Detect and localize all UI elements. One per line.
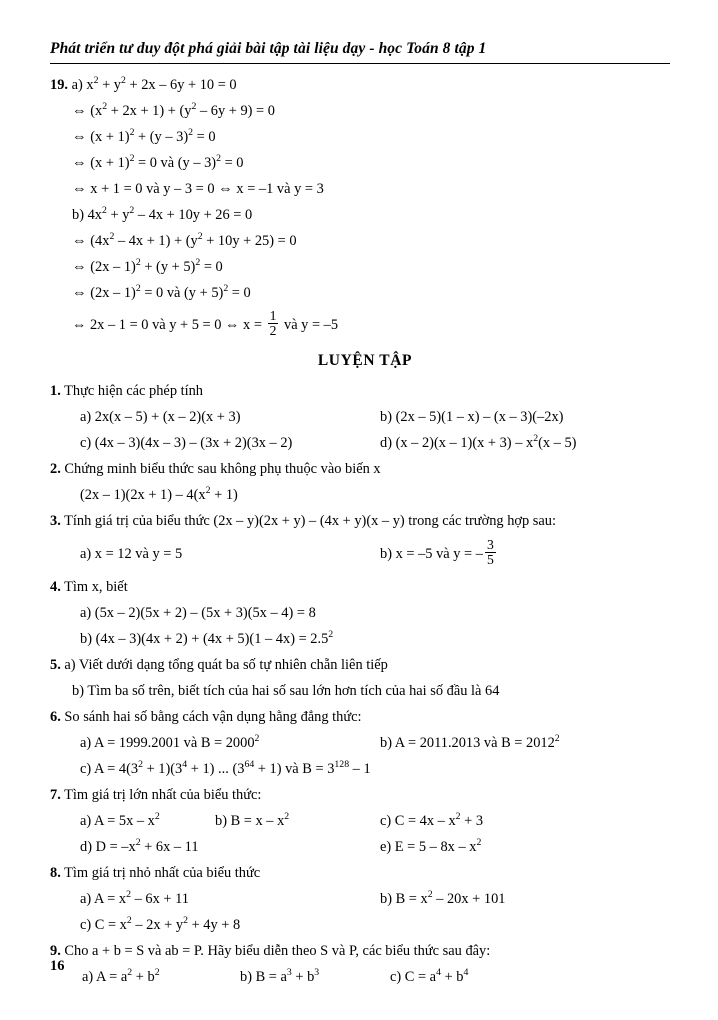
- exercise-4-prompt: Tìm x, biết: [64, 579, 128, 595]
- fraction-one-half: [268, 309, 279, 338]
- solution-19-b-line-2: ⇔ $(2x - 1)^2 + (y + 5)^2 = 0$: [72, 257, 223, 275]
- solution-19-part-a-label: a): [71, 77, 83, 93]
- exercise-7-number: 7.: [50, 787, 61, 803]
- solution-19-a-line-1: ⇔ $(x^2 + 2x + 1) + (y^2 - 6y + 9) = 0$: [72, 101, 275, 119]
- exercise-5: [50, 652, 680, 704]
- exercise-7-part-e: e) $E = 5 - 8x - x^2$: [380, 837, 482, 855]
- exercise-8-prompt: Tìm giá trị nhỏ nhất của biểu thức: [64, 865, 261, 881]
- exercise-5-part-a: a) Viết dưới dạng tổng quát ba số tự nhiên chẵn liên tiếp: [64, 657, 388, 673]
- fraction-denominator: 2: [269, 322, 277, 338]
- exercise-6-part-a: a) A = 1999.2001 và $B = 2000^2$: [80, 733, 260, 751]
- exercise-3-part-a: a) x = 12 và y = 5: [80, 546, 183, 562]
- exercise-1-number: 1.: [50, 383, 61, 399]
- exercise-1: [50, 378, 680, 456]
- exercise-7-part-a: a) $A = 5x - x^2$: [80, 811, 160, 829]
- solution-19: [50, 72, 680, 344]
- exercise-7-part-b: b) $B = x - x^2$: [215, 811, 290, 829]
- exercise-6-part-b: b) A = 2011.2013 và $B = 2012^2$: [380, 733, 560, 751]
- exercise-6: [50, 704, 680, 782]
- exercise-7-prompt: Tìm giá trị lớn nhất của biểu thức:: [64, 787, 262, 803]
- exercise-8-part-a: a) $A = x^2 - 6x + 11$: [80, 889, 189, 907]
- exercise-9-part-a: a) $A = a^2 + b^2$: [82, 967, 160, 985]
- solution-19-b-line-0: b) $4x^2 + y^2 - 4x + 10y + 26 = 0$: [72, 205, 253, 223]
- exercise-3: [50, 508, 680, 574]
- page-header-title: Phát triển tư duy đột phá giải bài tập tài liệu dạy - học Toán 8 tập 1: [50, 40, 487, 57]
- exercise-1-part-d: d) $(x - 2)(x - 1)(x + 3) - x^2(x - 5)$: [380, 433, 577, 451]
- exercise-2-number: 2.: [50, 461, 61, 477]
- fraction-numerator: 1: [269, 307, 277, 323]
- exercise-6-part-c: c) $A = 4(3^2 + 1)(3^4 + 1)$ ... $(3^{64} + 1)$ và $B = 3^{128} - 1$: [80, 759, 371, 777]
- exercise-6-row-ab: [50, 730, 680, 756]
- fraction-three-fifths: [485, 538, 496, 567]
- exercise-2-prompt-line: [50, 456, 680, 482]
- exercise-1-part-c: c) (4x – 3)(4x – 3) – (3x + 2)(3x – 2): [80, 435, 293, 451]
- exercise-6-prompt-line: [50, 704, 680, 730]
- exercise-8-part-b: b) $B = x^2 - 20x + 101$: [380, 889, 506, 907]
- exercise-8-prompt-line: [50, 860, 680, 886]
- solution-19-b-final-prefix: ⇔ 2x – 1 = 0 và y + 5 = 0 ⇔ x =: [72, 317, 262, 333]
- exercise-5-part-a-line: [50, 652, 680, 678]
- exercise-7-row-de: [50, 834, 680, 860]
- solution-19-b-line-1: ⇔ $(4x^2 - 4x + 1) + (y^2 + 10y + 25) = 0$: [72, 231, 297, 249]
- exercise-3-part-b: [380, 534, 498, 574]
- exercise-4-part-b: b) $(4x - 3)(4x + 2) + (4x + 5)(1 - 4x) = 2.5^2$: [80, 629, 334, 647]
- exercise-1-prompt-line: [50, 378, 680, 404]
- exercise-9-prompt: Cho a + b = S và ab = P. Hãy biểu diễn theo S và P, các biểu thức sau đây:: [64, 943, 491, 959]
- exercise-3-prompt-line: [50, 508, 680, 534]
- exercise-8-part-c: c) $C = x^2 - 2x + y^2 + 4y + 8$: [80, 915, 241, 933]
- solution-19-line-a1: [50, 72, 680, 98]
- solution-19-a-line-4: ⇔ x + 1 = 0 và y – 3 = 0 ⇔ x = –1 và y = 3: [72, 181, 324, 197]
- solution-19-b-line-4: [50, 306, 680, 344]
- exercise-5-part-b: b) Tìm ba số trên, biết tích của hai số sau lớn hơn tích của hai số đầu là 64: [72, 683, 500, 699]
- exercise-2-expression: $(2x - 1)(2x + 1) - 4(x^2 + 1)$: [80, 485, 238, 503]
- solution-19-b-final-suffix: và y = –5: [284, 317, 339, 333]
- exercise-1-part-b: b) (2x – 5)(1 – x) – (x – 3)(–2x): [380, 409, 564, 425]
- exercise-1-prompt: Thực hiện các phép tính: [64, 383, 204, 399]
- exercise-3-part-b-prefix: b) x = –5 và y = –: [380, 546, 483, 562]
- exercise-9-part-b: b) $B = a^3 + b^3$: [240, 967, 320, 985]
- solution-19-a-line-2: ⇔ $(x + 1)^2 + (y - 3)^2 = 0$: [72, 127, 216, 145]
- solution-19-a-line-0: $x^2 + y^2 + 2x - 6y + 10 = 0$: [86, 75, 237, 93]
- exercise-3-prompt: Tính giá trị của biểu thức (2x – y)(2x + y) – (4x + y)(x – y) trong các trường hợp sau:: [64, 513, 556, 529]
- exercise-6-number: 6.: [50, 709, 61, 725]
- exercise-1-row-ab: [50, 404, 680, 430]
- solution-19-number: 19.: [50, 77, 68, 93]
- header-divider: [50, 63, 670, 64]
- exercise-7-part-c: c) $C = 4x - x^2 + 3$: [380, 811, 484, 829]
- exercise-9: [50, 938, 680, 990]
- exercise-1-row-cd: [50, 430, 680, 456]
- section-title-luyen-tap: LUYỆN TẬP: [317, 352, 413, 369]
- fraction-numerator: 3: [486, 536, 494, 552]
- exercise-9-number: 9.: [50, 943, 61, 959]
- exercise-8-row-ab: [50, 886, 680, 912]
- exercise-9-row-abc: [50, 964, 680, 990]
- exercise-5-number: 5.: [50, 657, 61, 673]
- exercise-2-prompt: Chứng minh biểu thức sau không phụ thuộc vào biến x: [64, 461, 381, 477]
- exercise-8: [50, 860, 680, 938]
- exercise-9-part-c: c) $C = a^4 + b^4$: [390, 967, 469, 985]
- exercise-4: [50, 574, 680, 652]
- exercise-8-number: 8.: [50, 865, 61, 881]
- exercise-7-prompt-line: [50, 782, 680, 808]
- page-number: 16: [50, 958, 65, 974]
- exercise-7-row-abc: [50, 808, 680, 834]
- exercise-7: [50, 782, 680, 860]
- exercise-4-prompt-line: [50, 574, 680, 600]
- solution-19-a-line-3: ⇔ $(x + 1)^2 = 0$ và (y – 3)$^2$ = 0: [72, 153, 244, 171]
- page-content: [50, 72, 680, 990]
- exercise-3-number: 3.: [50, 513, 61, 529]
- exercise-1-part-a: a) 2x(x – 5) + (x – 2)(x + 3): [80, 409, 241, 425]
- exercise-4-number: 4.: [50, 579, 61, 595]
- solution-19-b-line-3: ⇔ (2x – 1)$^2$ = 0 và $(y + 5)^2 = 0$: [72, 283, 251, 301]
- exercise-4-part-a: a) (5x – 2)(5x + 2) – (5x + 3)(5x – 4) = 8: [80, 605, 316, 621]
- exercise-7-part-d: d) $D = -x^2 + 6x - 11$: [80, 837, 199, 855]
- exercise-2: [50, 456, 680, 508]
- exercise-9-prompt-line: [50, 938, 680, 964]
- fraction-denominator: 5: [486, 551, 494, 567]
- page-header: [50, 40, 670, 64]
- exercise-3-row-ab: [50, 534, 680, 574]
- exercise-6-prompt: So sánh hai số bằng cách vận dụng hằng đẳng thức:: [64, 709, 362, 725]
- solution-19-part-b-label: b): [72, 207, 84, 223]
